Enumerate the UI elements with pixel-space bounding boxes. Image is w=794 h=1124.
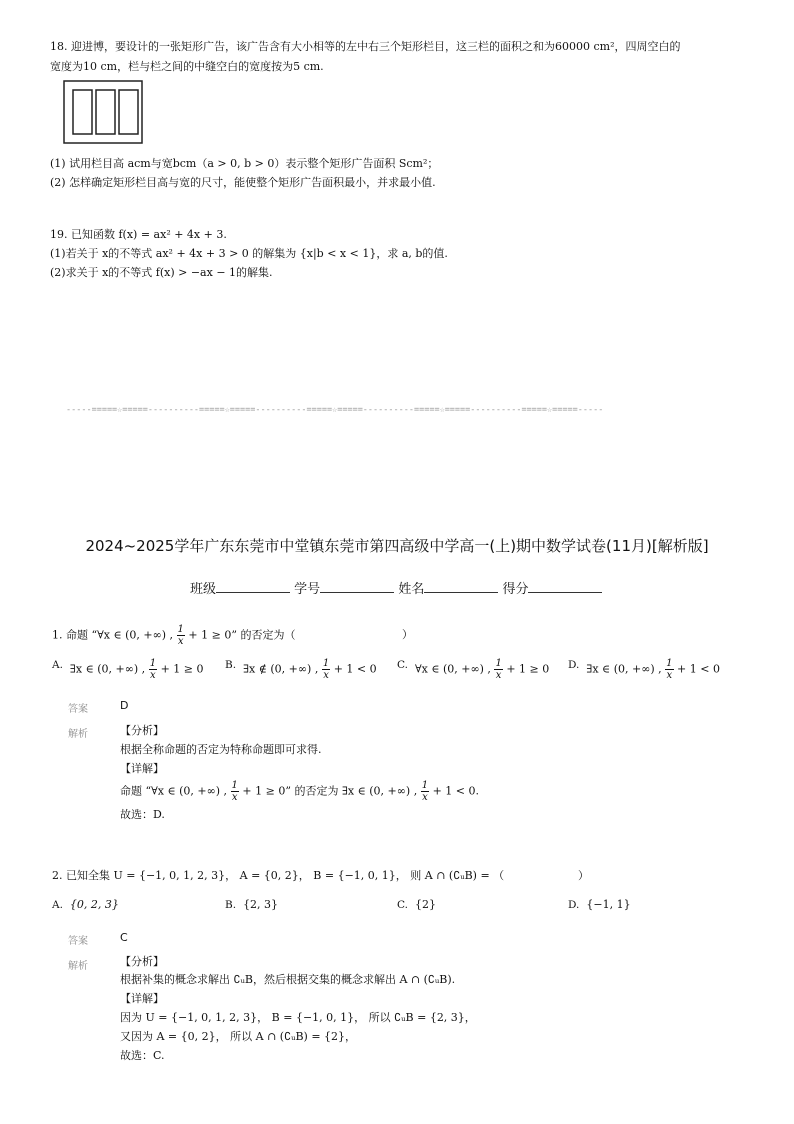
q2-option-a: A. {0, 2, 3}	[52, 898, 119, 911]
q2-fenxi-text: 根据补集的概念求解出 ∁ᵤB，然后根据交集的概念求解出 A ∩ (∁ᵤB).	[120, 973, 456, 986]
q1-option-c: C. ∀x ∈ (0, +∞) , $\frac{1}{x}$ + 1 ≥ 0	[397, 658, 550, 681]
q2-option-b: B. {2, 3}	[225, 898, 279, 911]
q18-stem-line2: 宽度为10 cm，栏与栏之间的中缝空白的宽度按为5 cm.	[50, 60, 324, 73]
name-label: 姓名	[398, 582, 425, 597]
q1-paren-close: ）	[402, 628, 413, 641]
q2-xiangjie-heading: 【详解】	[120, 992, 164, 1005]
q1-fenxi-text: 根据全称命题的否定为特称命题即可求得.	[120, 743, 322, 756]
q2-analysis-label: 解析	[68, 961, 88, 972]
q2-option-c: C. {2}	[397, 898, 436, 911]
q19-part2: (2)求关于 x的不等式 f(x) > −ax − 1的解集.	[50, 266, 273, 279]
q2-option-d: D. {−1, 1}	[568, 898, 631, 911]
q1-conclusion: 故选：D.	[120, 808, 165, 821]
q18-part1: (1) 试用栏目高 acm与宽bcm（a > 0, b > 0）表示整个矩形广告面积 Scm²；	[50, 157, 439, 170]
q18-stem-line1: 18. 迎进博，要设计的一张矩形广告，该广告含有大小相等的左中右三个矩形栏目，这三栏的面积之和为60000 cm²，四周空白的	[50, 40, 681, 53]
q2-stem: 2. 已知全集 U = {−1, 0, 1, 2, 3}， A = {0, 2}， B = {−1, 0, 1}， 则 A ∩ (∁ᵤB) = （	[52, 869, 505, 882]
q18-part2: (2) 怎样确定矩形栏目高与宽的尺寸，能使整个矩形广告面积最小，并求最小值.	[50, 176, 436, 189]
q2-answer: C	[120, 931, 128, 944]
q1-stem-pre: 1. 命题 “∀x ∈ (0, +∞) ,	[52, 628, 174, 642]
q2-detail-line2: 又因为 A = {0, 2}， 所以 A ∩ (∁ᵤB) = {2}，	[120, 1030, 357, 1043]
q2-answer-label: 答案	[68, 936, 88, 947]
q1-stem-post: + 1 ≥ 0” 的否定为（	[188, 628, 296, 642]
class-label: 班级	[190, 582, 217, 597]
id-label: 学号	[294, 582, 321, 597]
poster-middle-column	[96, 90, 115, 134]
q1-stem-fraction: $\frac{1}{x}$	[177, 624, 184, 647]
q1-option-d: D. ∃x ∈ (0, +∞) , $\frac{1}{x}$ + 1 < 0	[568, 658, 720, 681]
q2-paren-close: ）	[578, 869, 589, 882]
q2-fenxi-heading: 【分析】	[120, 955, 164, 968]
q1-answer-label: 答案	[68, 704, 88, 715]
q2-detail-line1: 因为 U = {−1, 0, 1, 2, 3}， B = {−1, 0, 1}， 所以 ∁ᵤB = {2, 3}，	[120, 1011, 476, 1024]
q1-option-a: A. ∃x ∈ (0, +∞) , $\frac{1}{x}$ + 1 ≥ 0	[52, 658, 204, 681]
q1-stem	[52, 624, 295, 647]
class-blank[interactable]	[216, 580, 290, 593]
q1-answer: D	[120, 699, 129, 712]
q1-xiangjie-heading: 【详解】	[120, 762, 164, 775]
q2-conclusion: 故选：C.	[120, 1049, 165, 1062]
q1-option-b: B. ∃x ∉ (0, +∞) , $\frac{1}{x}$ + 1 < 0	[225, 658, 377, 681]
student-info-line	[190, 578, 602, 597]
q19-stem: 19. 已知函数 f(x) = ax² + 4x + 3.	[50, 228, 227, 241]
q1-analysis-label: 解析	[68, 729, 88, 740]
q1-fenxi-heading: 【分析】	[120, 724, 164, 737]
score-blank[interactable]	[528, 580, 602, 593]
page-separator: -----=====☆=====----------=====☆=====----------=====☆=====----------=====☆=====----------=====☆=====-----	[66, 405, 604, 415]
name-blank[interactable]	[424, 580, 498, 593]
q18-poster-diagram	[63, 80, 143, 144]
q1-detail: 命题 “∀x ∈ (0, +∞) , $\frac{1}{x}$ + 1 ≥ 0” 的否定为 ∃x ∈ (0, +∞) , $\frac{1}{x}$ + 1 < 0.	[120, 780, 480, 803]
id-blank[interactable]	[320, 580, 394, 593]
poster-right-column	[119, 90, 138, 134]
score-label: 得分	[502, 582, 529, 597]
q19-part1: (1)若关于 x的不等式 ax² + 4x + 3 > 0 的解集为 {x|b < x < 1}，求 a, b的值.	[50, 247, 448, 260]
poster-left-column	[73, 90, 92, 134]
paper-title: 2024~2025学年广东东莞市中堂镇东莞市第四高级中学高一(上)期中数学试卷(11月)[解析版]	[85, 537, 709, 555]
